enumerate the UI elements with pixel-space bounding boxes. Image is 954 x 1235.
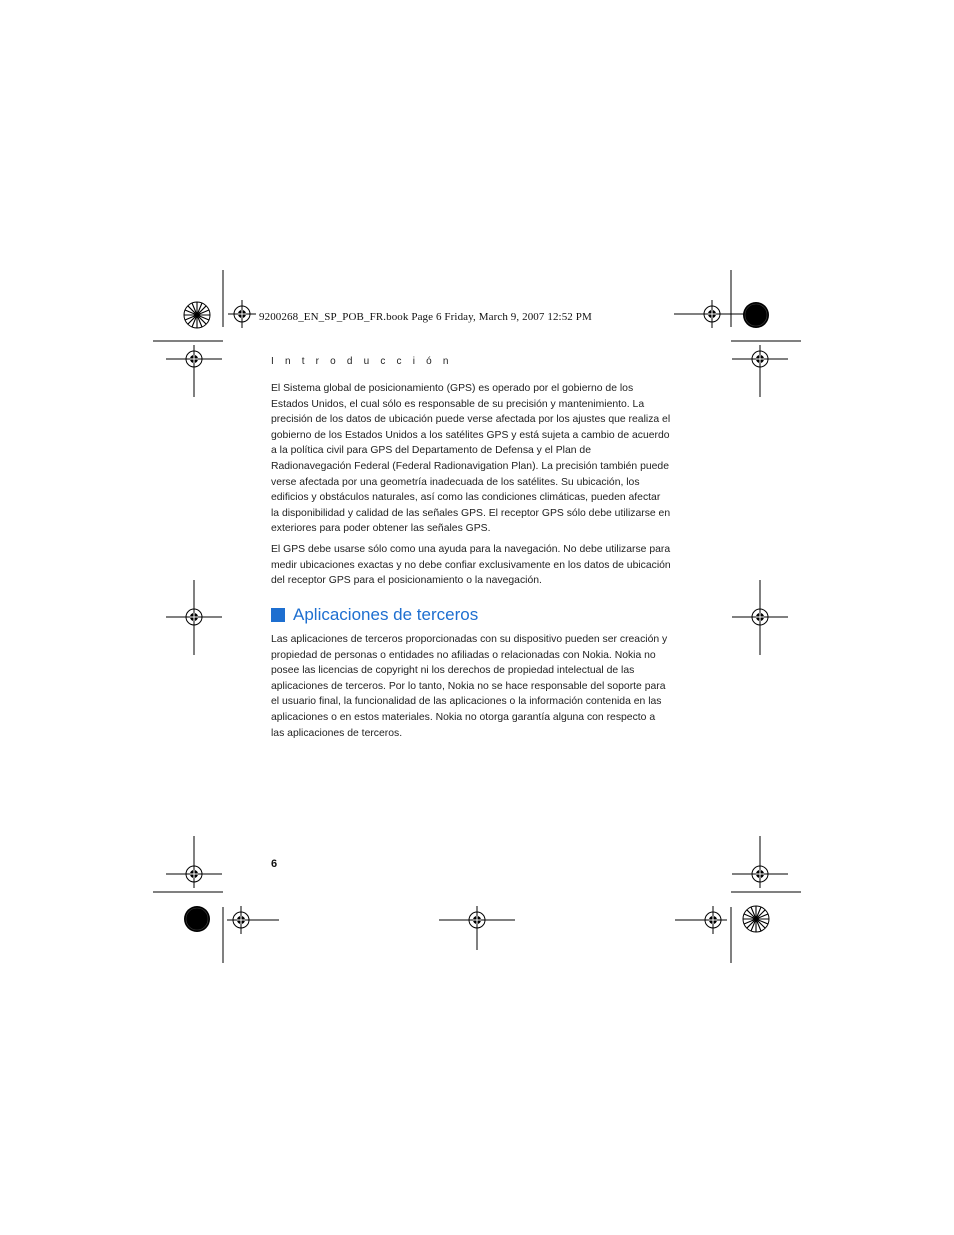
paragraph-gps-usage: El GPS debe usarse sólo como una ayuda para la navegación. No debe utilizarse para medir ubicaciones exactas y no debe confiar exclusivamente en los datos de ubicación del receptor GPS para el posicionamiento o la navegación. bbox=[271, 544, 671, 587]
crosshair-icon bbox=[675, 906, 727, 934]
crosshair-icon bbox=[166, 345, 222, 397]
crosshair-icon bbox=[166, 836, 222, 888]
heading-square-icon bbox=[271, 608, 285, 622]
file-info-header: 9200268_EN_SP_POB_FR.book Page 6 Friday, March 9, 2007 12:52 PM bbox=[259, 311, 592, 323]
crosshair-icon bbox=[439, 906, 515, 950]
starburst-target-icon bbox=[742, 905, 770, 933]
paragraph-third-party: Las aplicaciones de terceros proporcionadas con su dispositivo pueden ser creación y propiedad de personas o entidades no afiliadas o relacionadas con Nokia. Nokia no posee las licencias de copyright ni los derechos de propiedad intelectual de las aplicaciones de terceros. Por lo tanto, Nokia no se hace responsable del soporte para el usuario final, la funcionalidad de las aplicaciones o la información contenida en las aplicaciones o en estos materiales. Nokia no otorga garantía alguna con respecto a las aplicaciones de terceros. bbox=[271, 634, 668, 739]
starburst-target-icon bbox=[183, 301, 211, 329]
heading-title: Aplicaciones de terceros bbox=[293, 605, 479, 624]
solid-target-icon bbox=[742, 301, 770, 329]
solid-target-icon bbox=[183, 905, 211, 933]
crosshair-icon bbox=[166, 603, 222, 631]
crosshair-icon bbox=[227, 906, 279, 934]
crosshair-icon bbox=[228, 300, 256, 328]
crosshair-icon bbox=[732, 345, 788, 397]
crosshair-icon bbox=[674, 300, 750, 328]
page-number: 6 bbox=[271, 858, 278, 870]
section-heading bbox=[271, 605, 478, 625]
crosshair-icon bbox=[732, 603, 788, 631]
paragraph-gps-intro: El Sistema global de posicionamiento (GPS) es operado por el gobierno de los Estados Unidos, el cual sólo es responsable de su precisión y mantenimiento. La precisión de los datos de ubicación puede verse afectada por los ajustes que realiza el gobierno de los Estados Unidos a los satélites GPS y está sujeta a cambio de acuerdo a la política civil para GPS del Departamento de Defensa y el Plan de Radionavegación Federal (Federal Radionavigation Plan). La precisión también puede verse afectada por una geometría inadecuada de los satélites. Su ubicación, los edificios y obstáculos naturales, así como las condiciones climáticas, pueden afectar la disponibilidad y calidad de las señales GPS. El receptor GPS sólo debe utilizarse en exteriores para poder obtener las señales GPS. bbox=[271, 383, 671, 535]
crosshair-icon bbox=[732, 836, 788, 888]
section-label: I n t r o d u c c i ó n bbox=[271, 356, 453, 367]
